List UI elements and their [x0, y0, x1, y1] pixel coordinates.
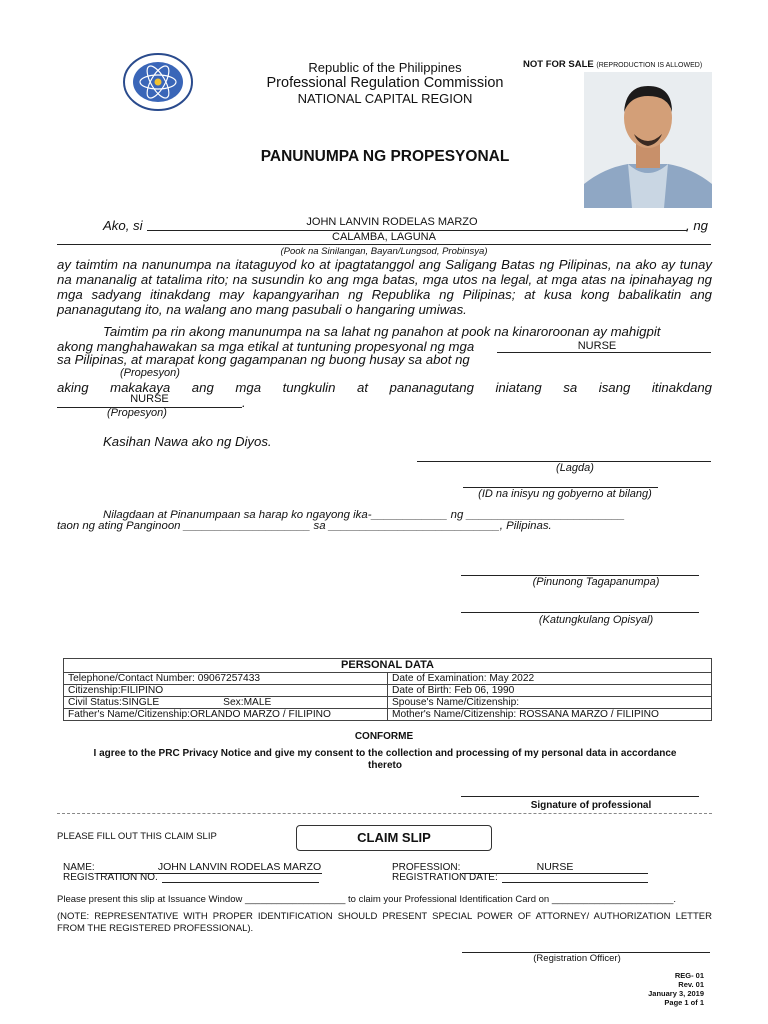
- katungkulang-line: [461, 612, 699, 613]
- registration-no-line: [162, 882, 319, 883]
- lagda-caption: (Lagda): [556, 462, 594, 474]
- conforme-text: I agree to the PRC Privacy Notice and give my consent to the collection and processing of my personal data in accordance thereto: [93, 748, 677, 771]
- claim-name-value: JOHN LANVIN RODELAS MARZO: [157, 861, 322, 873]
- sex-label: Sex:: [223, 697, 244, 708]
- nilagdaan-text: Nilagdaan at Pinanumpaan sa harap ko ngayong ika-____________ ng _________________________: [103, 509, 625, 521]
- exam-date-value: May 2022: [489, 673, 535, 684]
- mother-value: ROSSANA MARZO / FILIPINO: [519, 709, 659, 720]
- officer-caption: (Registration Officer): [533, 953, 621, 964]
- propesyon-caption-1: (Propesyon): [120, 367, 180, 379]
- claim-note: (NOTE: REPRESENTATIVE WITH PROPER IDENTIFICATION SHOULD PRESENT SPECIAL POWER OF ATTORNEY/ AUTHORIZATION LETTER FROM THE REGISTERED PROFESSIONAL).: [57, 911, 712, 934]
- exam-date-label: Date of Examination:: [392, 673, 487, 684]
- not-for-sale-notice: [523, 59, 702, 70]
- ng-label: , ng: [686, 218, 708, 233]
- father-label: Father's Name/Citizenship:: [68, 709, 190, 720]
- telephone-cell: [64, 673, 388, 685]
- personal-data-table: [63, 658, 712, 721]
- blessing-text: Kasihan Nawa ako ng Diyos.: [103, 434, 272, 449]
- father-value: ORLANDO MARZO / FILIPINO: [189, 709, 331, 720]
- not-for-sale-label: NOT FOR SALE: [523, 59, 594, 70]
- table-row: [64, 673, 712, 685]
- id-caption: (ID na inisyu ng gobyerno at bilang): [478, 488, 652, 500]
- oath-name-value: JOHN LANVIN RODELAS MARZO: [306, 216, 478, 228]
- claim-slip-title: CLAIM SLIP: [296, 825, 492, 851]
- claim-name-label: NAME:: [63, 862, 95, 873]
- page-number: Page 1 of 1: [664, 998, 704, 1007]
- profession-line-1: [497, 352, 711, 353]
- form-footer: [600, 971, 704, 1007]
- form-code: REG- 01: [674, 971, 704, 980]
- claim-instruction: PLEASE FILL OUT THIS CLAIM SLIP: [57, 831, 217, 842]
- oath-paragraph-2b: akong manghahawakan sa mga etikal at tuntuning propesyonal ng mga: [57, 339, 475, 354]
- claim-profession-value: NURSE: [536, 861, 574, 873]
- claim-profession-label: PROFESSION:: [392, 862, 461, 873]
- exam-date-cell: [388, 673, 712, 685]
- birth-date-cell: [388, 685, 712, 697]
- signature-caption: Signature of professional: [530, 800, 652, 811]
- citizenship-cell: [64, 685, 388, 697]
- mother-cell: [388, 709, 712, 721]
- ako-si-label: Ako, si: [103, 218, 143, 233]
- signature-line: [461, 796, 699, 797]
- spouse-label: Spouse's Name/Citizenship:: [392, 697, 520, 708]
- place-caption: (Pook na Sinilangan, Bayan/Lungsod, Probinsya): [280, 246, 488, 257]
- katungkulang-caption: (Katungkulang Opisyal): [538, 614, 654, 626]
- document-title: PANUNUMPA NG PROPESYONAL: [260, 148, 510, 165]
- table-row: [64, 697, 712, 709]
- applicant-photo: [584, 72, 712, 208]
- oath-paragraph-2a: Taimtim pa rin akong manunumpa na sa lahat ng panahon at pook na kinaroroonan ay mahigpit: [103, 324, 661, 339]
- pinunong-caption: (Pinunong Tagapanumpa): [532, 576, 660, 588]
- oath-paragraph-1: ay taimtim na nanunumpa na itataguyod ko at ipagtatanggol ang Saligang Batas ng Pilipinas, na ako ay tunay na mananalig at tatalima rito; na susundin ko ang mga batas, mga utos na legal, at mga atas na ipinahayag ng mga sadyang itinakdang may kapangyarihan ng Republika ng Pilipinas; at kusa kong babalikatin ang pananagutang ito, na walang ano mang pasubali o hangaring umiwas.: [57, 257, 712, 317]
- commission-text: Professional Regulation Commission: [266, 75, 504, 91]
- profession-value-1: NURSE: [577, 340, 617, 352]
- period-mark: .: [242, 395, 246, 410]
- form-revision: Rev. 01: [678, 980, 704, 989]
- taon-text: taon ng ating Panginoon ____________________ sa ___________________________, Pilipinas.: [57, 520, 552, 532]
- cut-line: [57, 813, 712, 814]
- republic-text: Republic of the Philippines: [308, 60, 462, 75]
- telephone-value: 09067257433: [197, 673, 261, 684]
- civil-status-cell: [64, 697, 388, 709]
- table-row: [64, 685, 712, 697]
- birth-date-label: Date of Birth:: [392, 685, 452, 696]
- personal-data-heading: PERSONAL DATA: [64, 659, 712, 673]
- oath-paragraph-2d: aking makakaya ang mga tungkulin at pananagutang iniatang sa isang itinakdang: [57, 380, 712, 395]
- registration-no-label: REGISTRATION NO.: [63, 872, 158, 883]
- sex-value: MALE: [243, 697, 272, 708]
- reproduction-note: (REPRODUCTION IS ALLOWED): [596, 62, 703, 69]
- registration-date-line: [502, 882, 648, 883]
- birth-date-value: Feb 06, 1990: [454, 685, 515, 696]
- father-cell: [64, 709, 388, 721]
- civil-status-value: SINGLE: [121, 697, 160, 708]
- prc-seal-icon: [123, 53, 193, 111]
- table-row: [64, 709, 712, 721]
- citizenship-label: Citizenship:: [68, 685, 121, 696]
- citizenship-value: FILIPINO: [120, 685, 164, 696]
- conforme-heading: CONFORME: [354, 731, 414, 742]
- place-value: CALAMBA, LAGUNA: [332, 231, 436, 243]
- place-line: [57, 244, 711, 245]
- spouse-cell: [388, 697, 712, 709]
- mother-label: Mother's Name/Citizenship:: [392, 709, 517, 720]
- claim-present-text: Please present this slip at Issuance Window ___________________ to claim your Professional Identification Card on _______________________.: [57, 894, 676, 905]
- registration-date-label: REGISTRATION DATE:: [392, 872, 498, 883]
- region-text: NATIONAL CAPITAL REGION: [297, 91, 473, 106]
- profession-value-2: NURSE: [130, 393, 169, 405]
- form-date: January 3, 2019: [648, 989, 704, 998]
- telephone-label: Telephone/Contact Number:: [68, 673, 195, 684]
- oath-paragraph-2c: sa Pilipinas, at marapat kong gagampanan ng buong husay sa abot ng: [57, 352, 470, 367]
- civil-status-label: Civil Status:: [68, 697, 122, 708]
- table-row: [64, 659, 712, 673]
- propesyon-caption-2: (Propesyon): [107, 407, 167, 419]
